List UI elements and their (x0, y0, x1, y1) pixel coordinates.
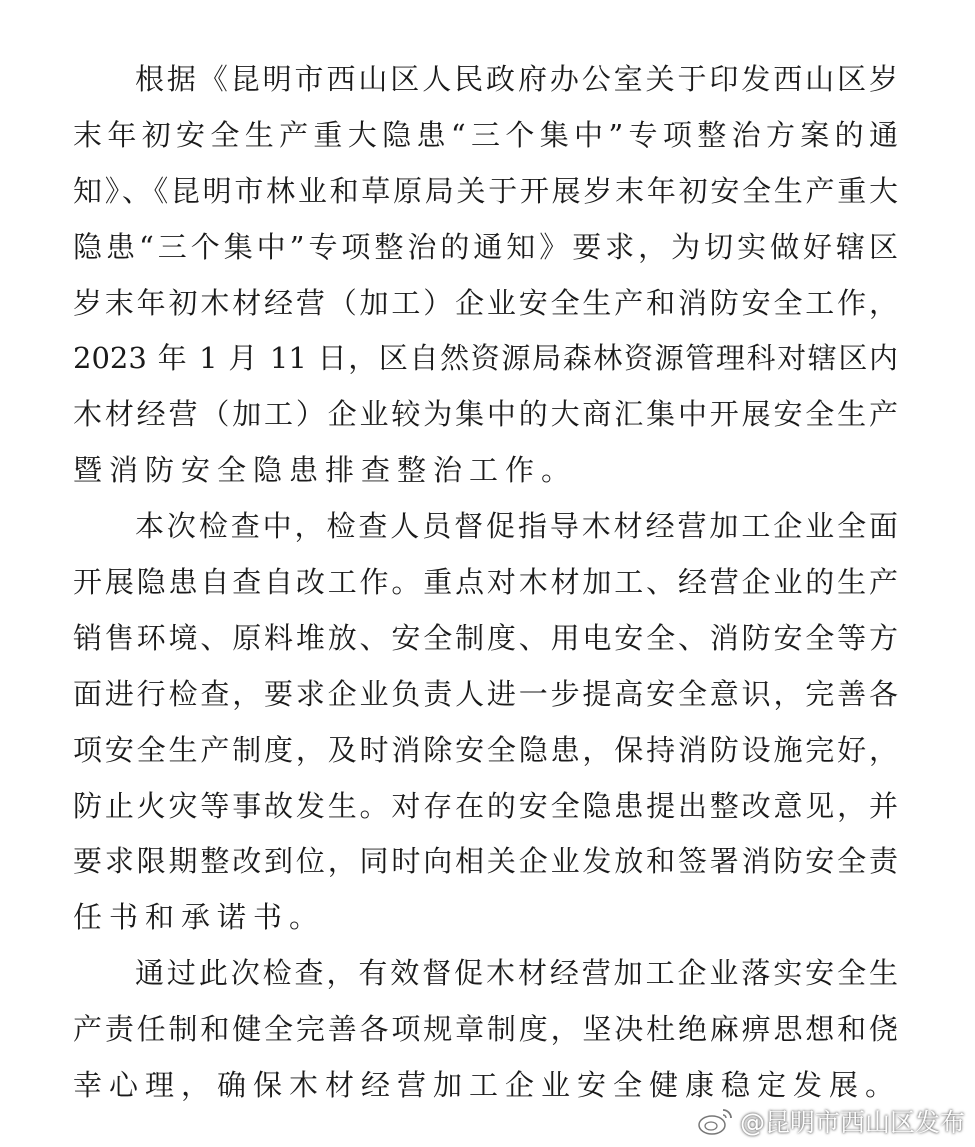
text-line: 销售环境、原料堆放、安全制度、用电安全、消防安全等方 (73, 620, 898, 655)
text-line: 项安全生产制度，及时消除安全隐患，保持消防设施完好， (73, 732, 898, 767)
text-line: 隐患“三个集中”专项整治的通知》要求，为切实做好辖区 (73, 229, 898, 264)
text-line: 知》、《昆明市林业和草原局关于开展岁末年初安全生产重大 (73, 173, 898, 208)
text-line: 岁末年初木材经营（加工）企业安全生产和消防安全工作， (73, 285, 898, 320)
text-line: 面进行检查，要求企业负责人进一步提高安全意识，完善各 (73, 676, 898, 711)
text-line: 本次检查中，检查人员督促指导木材经营加工企业全面 (135, 509, 898, 544)
document-body (73, 52, 902, 1114)
text-line: 产责任制和健全完善各项规章制度，坚决杜绝麻痹思想和侥 (73, 1012, 898, 1047)
text-line: 通过此次检查，有效督促木材经营加工企业落实安全生 (135, 956, 898, 991)
paragraph (73, 52, 898, 499)
text-line: 幸心理，确保木材经营加工企业安全健康稳定发展。 (73, 1068, 902, 1103)
text-line: 要求限期整改到位，同时向相关企业发放和签署消防安全责 (73, 844, 898, 879)
text-line: 2023 年 1 月 11 日，区自然资源局森林资源管理科对辖区内 (73, 341, 898, 376)
text-line: 任书和承诺书。 (73, 900, 326, 935)
text-line: 开展隐患自查自改工作。重点对木材加工、经营企业的生产 (73, 565, 898, 600)
paragraph (73, 499, 898, 946)
watermark-text: @昆明市西山区发布 (739, 1108, 965, 1137)
text-line: 根据《昆明市西山区人民政府办公室关于印发西山区岁 (135, 62, 898, 96)
text-line: 防止火灾等事故发生。对存在的安全隐患提出整改意见，并 (73, 788, 898, 823)
weibo-watermark (696, 1103, 965, 1139)
text-line: 暨消防安全隐患排查整治工作。 (73, 453, 578, 488)
weibo-logo-icon (696, 1106, 736, 1136)
text-line: 木材经营（加工）企业较为集中的大商汇集中开展安全生产 (73, 397, 898, 432)
text-line: 末年初安全生产重大隐患“三个集中”专项整治方案的通 (73, 117, 898, 152)
paragraph (73, 946, 902, 1114)
